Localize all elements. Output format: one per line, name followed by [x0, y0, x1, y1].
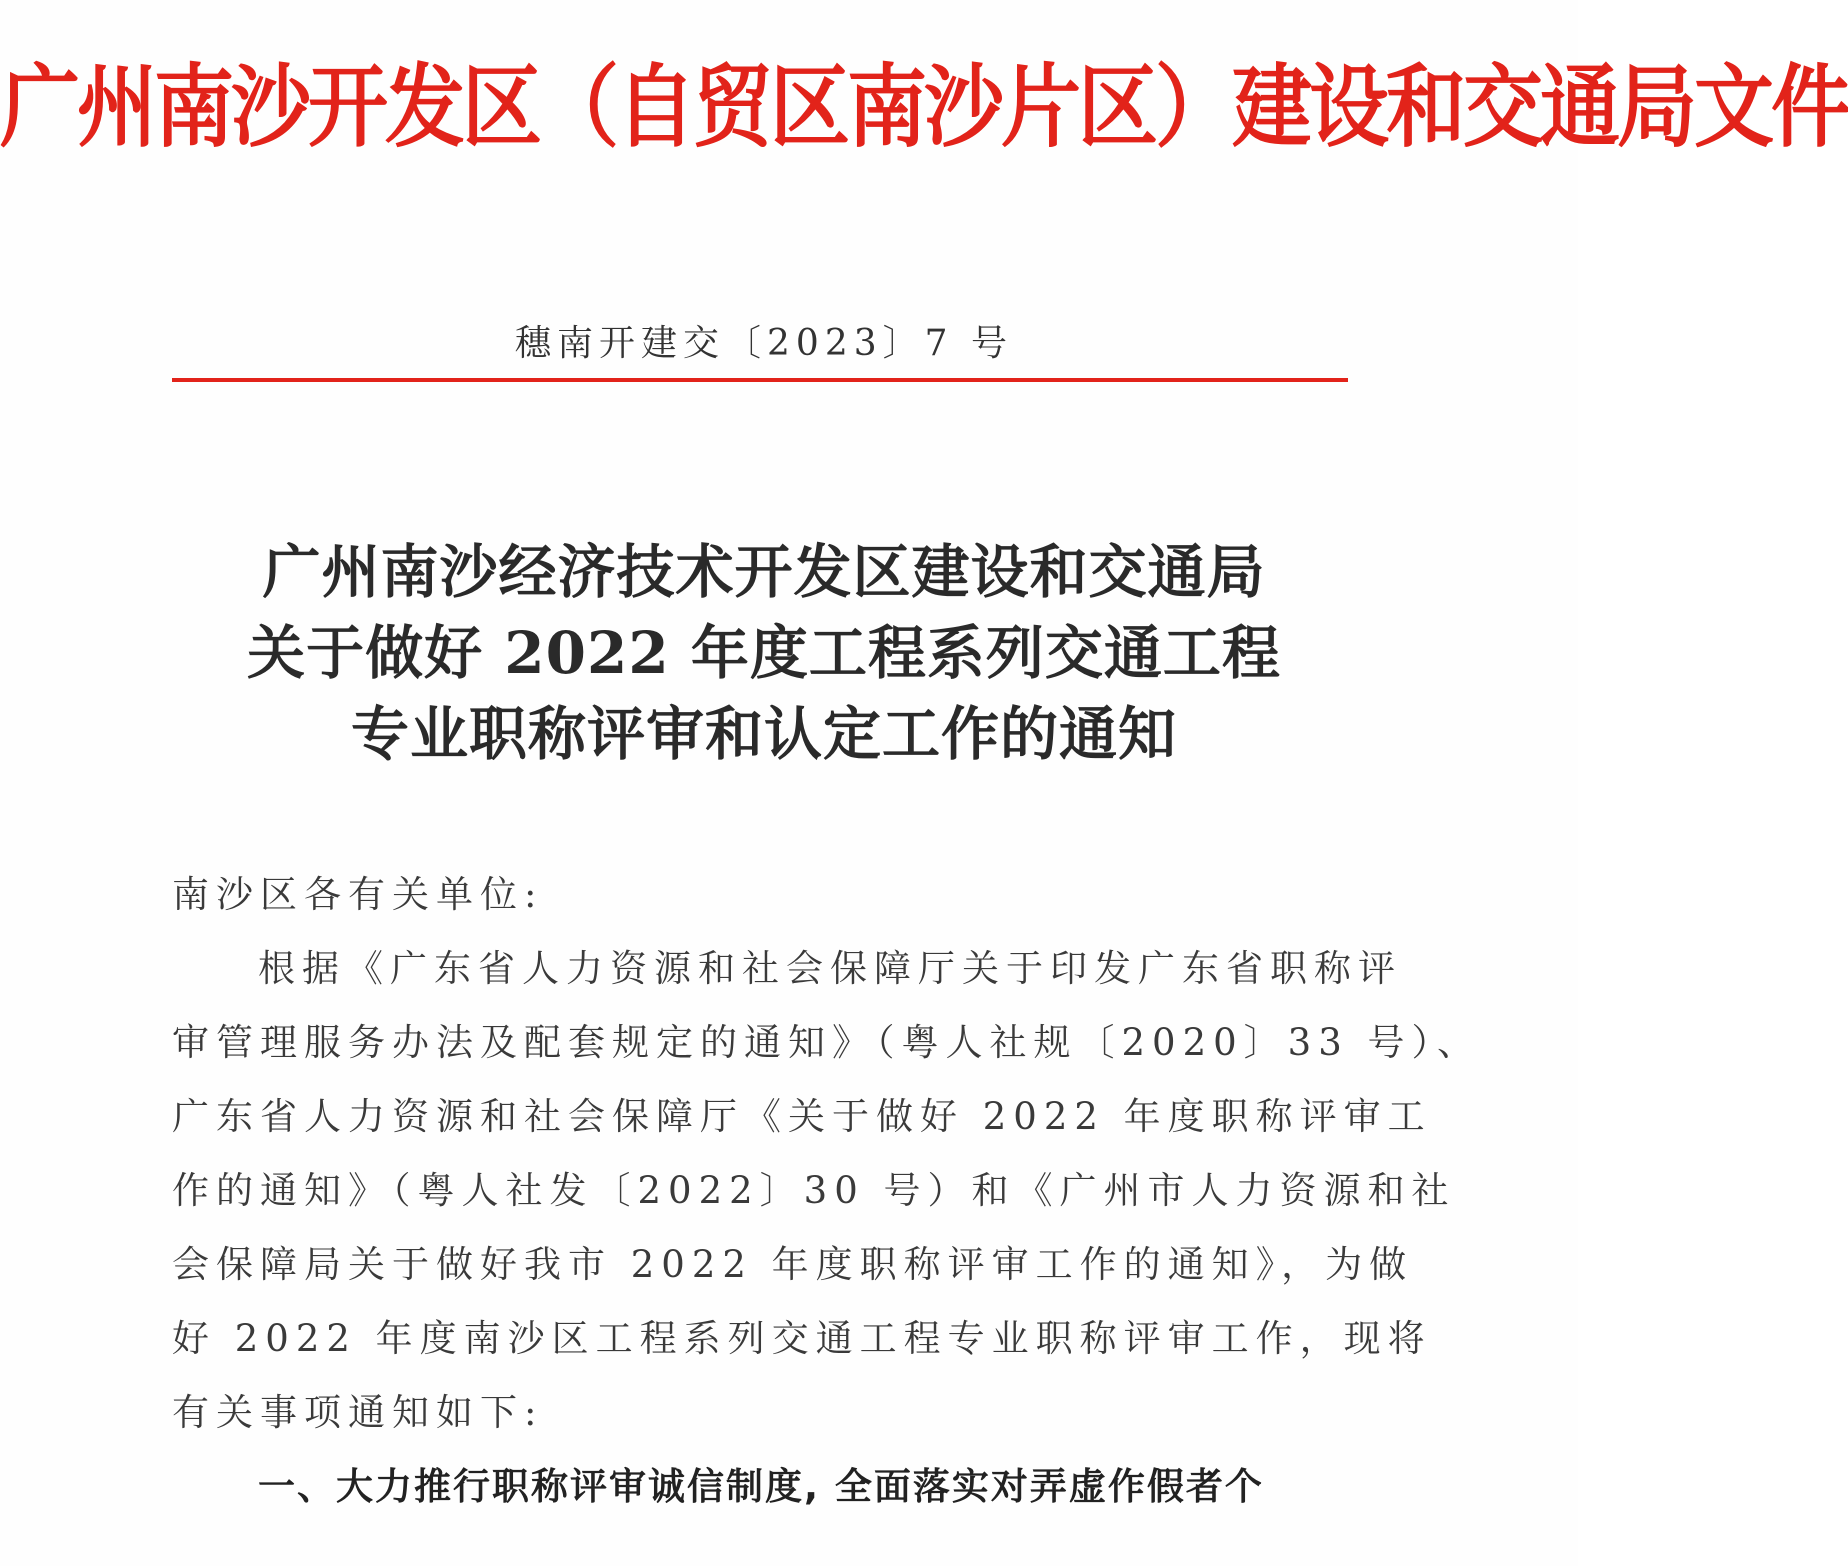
title-line-1: 广州南沙经济技术开发区建设和交通局 — [262, 538, 1266, 606]
body-line: 会保障局关于做好我市 2022 年度职称评审工作的通知》，为做 — [172, 1243, 1414, 1286]
body-line: 根据《广东省人力资源和社会保障厅关于印发广东省职称评 — [258, 947, 1402, 990]
body-line: 作的通知》（粤人社发〔2022〕30 号）和《广州市人力资源和社 — [172, 1169, 1456, 1212]
body-line: 有关事项通知如下: — [172, 1391, 544, 1434]
notice-title — [0, 532, 1528, 775]
body-line: 好 2022 年度南沙区工程系列交通工程专业职称评审工作，现将 — [172, 1317, 1432, 1360]
body-line: 审管理服务办法及配套规定的通知》（粤人社规〔2020〕33 号）、 — [172, 1021, 1482, 1064]
body-line: 广东省人力资源和社会保障厅《关于做好 2022 年度职称评审工 — [172, 1095, 1432, 1138]
title-line-2: 关于做好 2022 年度工程系列交通工程 — [247, 619, 1281, 687]
title-line-3: 专业职称评审和认定工作的通知 — [350, 700, 1177, 768]
salutation: 南沙区各有关单位: — [172, 873, 544, 916]
section-heading: 一、大力推行职称评审诚信制度, 全面落实对弄虚作假者个 — [258, 1465, 1264, 1508]
document-number: 穗南开建交〔2023〕7 号 — [515, 323, 1013, 364]
notice-body — [172, 858, 1482, 1524]
document-masthead: 广州南沙开发区（自贸区南沙片区）建设和交通局文件 — [0, 54, 1848, 160]
red-divider-rule — [172, 378, 1348, 382]
